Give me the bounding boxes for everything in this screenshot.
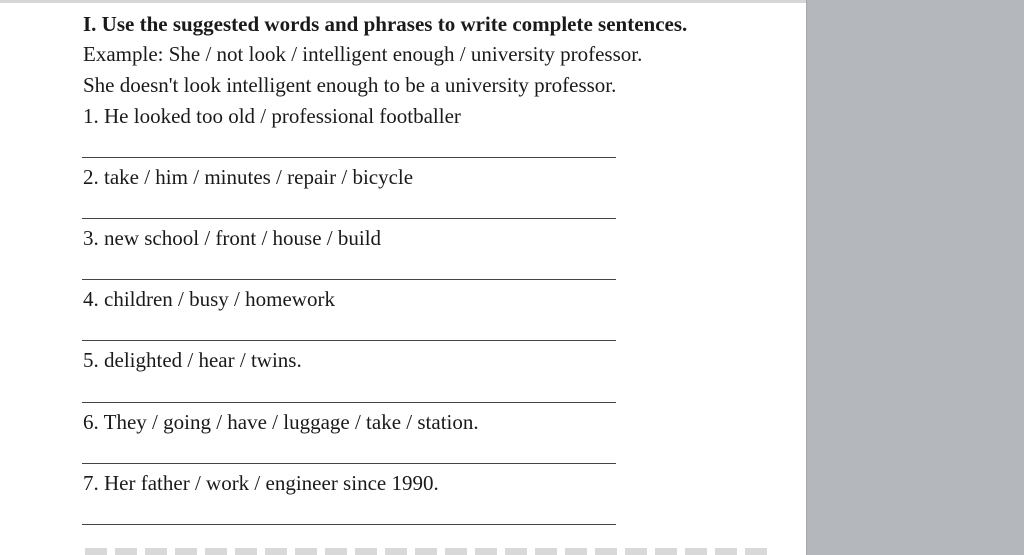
cut-off-next-line (85, 548, 775, 555)
answer-line-4[interactable] (82, 340, 616, 341)
answer-line-3[interactable] (82, 279, 616, 280)
exercise-item-6: 6. They / going / have / luggage / take / station. (83, 410, 479, 434)
exercise-item-1: 1. He looked too old / professional footballer (83, 104, 461, 128)
exercise-item-5: 5. delighted / hear / twins. (83, 348, 302, 372)
answer-line-2[interactable] (82, 218, 616, 219)
exercise-heading: I. Use the suggested words and phrases to write complete sentences. (83, 12, 688, 36)
exercise-item-7: 7. Her father / work / engineer since 1990. (83, 471, 439, 495)
example-prompt: Example: She / not look / intelligent enough / university professor. (83, 42, 643, 66)
answer-line-7[interactable] (82, 524, 616, 525)
example-answer: She doesn't look intelligent enough to be a university professor. (83, 73, 617, 97)
exercise-item-4: 4. children / busy / homework (83, 287, 335, 311)
answer-line-6[interactable] (82, 463, 616, 464)
page-top-rule (0, 0, 806, 3)
answer-line-1[interactable] (82, 157, 616, 158)
answer-line-5[interactable] (82, 402, 616, 403)
exercise-item-3: 3. new school / front / house / build (83, 226, 382, 250)
exercise-item-2: 2. take / him / minutes / repair / bicycle (83, 165, 414, 189)
